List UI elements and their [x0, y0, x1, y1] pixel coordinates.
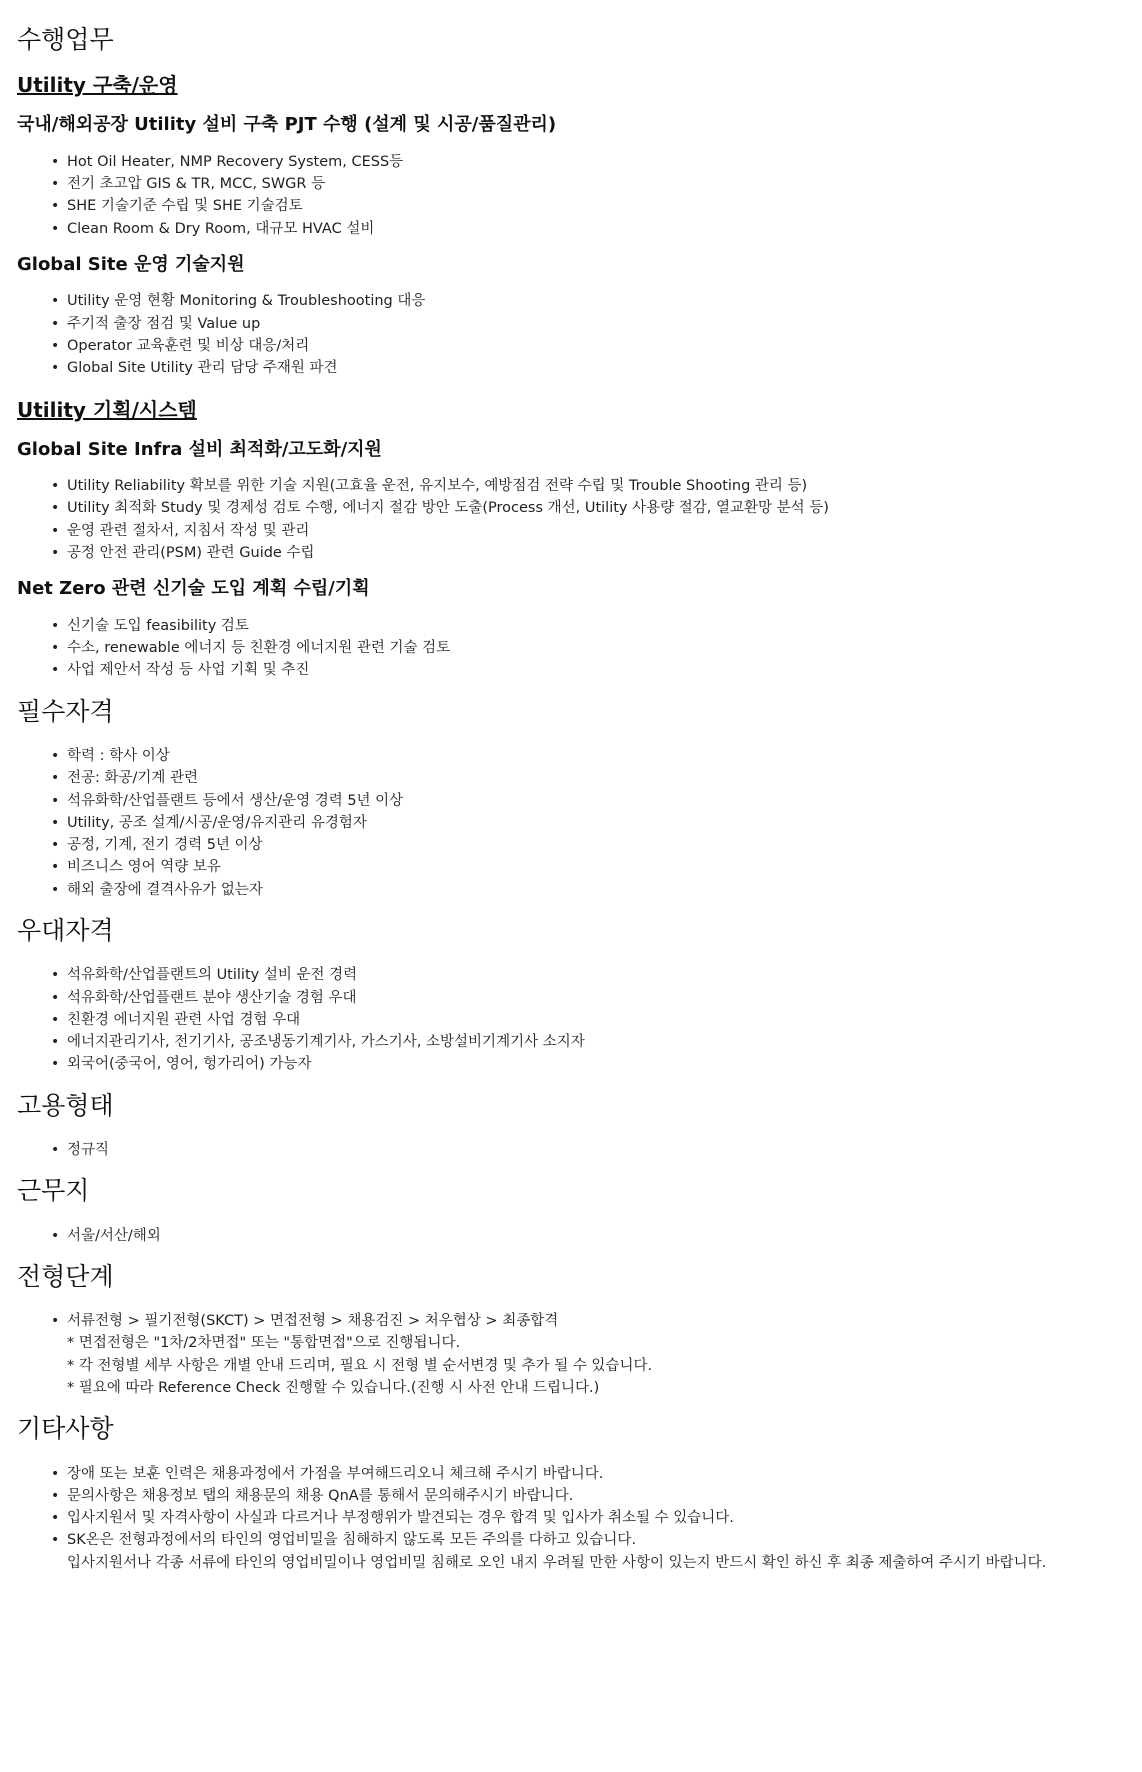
process-note: * 면접전형은 "1차/2차면접" 또는 "통합면접"으로 진행됩니다. — [67, 1335, 461, 1352]
list-item: • Utility Reliability 확보를 위한 기술 지원(고효율 운전, 유지보수, 예방점검 전략 수립 및 Trouble Shooting 관리 등) — [67, 475, 1125, 497]
list-item: • 석유화학/산업플랜트 등에서 생산/운영 경력 5년 이상 — [67, 790, 1125, 812]
list-item: • 서울/서산/해외 — [67, 1225, 1125, 1247]
bullet-icon: • — [51, 1056, 60, 1073]
list-item — [51, 1310, 1125, 1399]
list-item: • 정규직 — [67, 1139, 1125, 1161]
section-location — [17, 1175, 1125, 1247]
bullet-icon: • — [51, 1034, 60, 1051]
bullet-icon: • — [51, 545, 60, 562]
section-etc — [17, 1413, 1125, 1574]
list-item: • 문의사항은 채용정보 탭의 채용문의 채용 QnA를 통해서 문의해주시기 바랍니다. — [67, 1485, 1125, 1507]
bullet-icon: • — [51, 989, 60, 1006]
bullet-icon: • — [51, 967, 60, 984]
bullet-icon: • — [51, 747, 60, 764]
bullet-icon: • — [51, 338, 60, 355]
list-item: • 사업 제안서 작성 등 사업 기획 및 추진 — [67, 659, 1125, 681]
bullet-icon: • — [51, 814, 60, 831]
list-required — [17, 745, 1125, 901]
group-title-infra-optimization: Global Site Infra 설비 최적화/고도화/지원 — [17, 438, 382, 460]
bullet-icon: • — [51, 198, 60, 215]
list-item: • 에너지관리기사, 전기기사, 공조냉동기계기사, 가스기사, 소방설비기계기사 소지자 — [67, 1031, 1125, 1053]
list-item: • SK온은 전형과정에서의 타인의 영업비밀을 침해하지 않도록 모든 주의를 다하고 있습니다. 입사지원서나 각종 서류에 타인의 영업비밀이나 영업비밀 침해로 오인 내지 우려될 만한 사항이 있는지 반드시 확인 하신 후 최종 제출하여 주시기 바랍니다. — [67, 1529, 1125, 1574]
section-title-location: 근무지 — [17, 1176, 90, 1206]
list-item: • 장애 또는 보훈 인력은 채용과정에서 가점을 부여해드리오니 체크해 주시기 바랍니다. — [67, 1463, 1125, 1485]
bullet-icon: • — [51, 770, 60, 787]
list-item: • Operator 교육훈련 및 비상 대응/처리 — [67, 335, 1125, 357]
section-title-duties: 수행업무 — [17, 25, 114, 54]
list-process — [17, 1310, 1125, 1399]
bullet-icon: • — [51, 293, 60, 310]
list-item: • Global Site Utility 관리 담당 주재원 파견 — [67, 357, 1125, 379]
list-item: • 전기 초고압 GIS & TR, MCC, SWGR 등 — [67, 173, 1125, 195]
list-item: • 석유화학/산업플랜트 분야 생산기술 경험 우대 — [67, 987, 1125, 1009]
etc-note: 입사지원서나 각종 서류에 타인의 영업비밀이나 영업비밀 침해로 오인 내지 우려될 만한 사항이 있는지 반드시 확인 하신 후 최종 제출하여 주시기 바랍니다. — [67, 1554, 1047, 1571]
list-item: • 해외 출장에 결격사유가 없는자 — [67, 879, 1125, 901]
section-title-process: 전형단계 — [17, 1261, 114, 1291]
bullet-icon: • — [51, 500, 60, 517]
bullet-icon: • — [51, 859, 60, 876]
list-item: • SHE 기술기준 수립 및 SHE 기술검토 — [67, 195, 1125, 217]
section-preferred — [17, 915, 1125, 1076]
list-item: • 외국어(중국어, 영어, 헝가리어) 가능자 — [67, 1053, 1125, 1075]
bullet-icon: • — [51, 1011, 60, 1028]
subsection-title-utility-planning: Utility 기획/시스템 — [17, 397, 197, 422]
bullet-icon: • — [51, 792, 60, 809]
list-net-zero — [17, 615, 1125, 682]
list-item: • 주기적 출장 점검 및 Value up — [67, 313, 1125, 335]
group-title-net-zero: Net Zero 관련 신기술 도입 계획 수립/기획 — [17, 578, 370, 600]
bullet-icon: • — [51, 1227, 60, 1244]
group-title-global-site-support: Global Site 운영 기술지원 — [17, 253, 245, 275]
list-item: • 운영 관련 절차서, 지침서 작성 및 관리 — [67, 520, 1125, 542]
bullet-icon: • — [51, 1313, 60, 1330]
group-title-utility-project: 국내/해외공장 Utility 설비 구축 PJT 수행 (설계 및 시공/품질관리) — [17, 114, 557, 136]
bullet-icon: • — [51, 617, 60, 634]
bullet-icon: • — [51, 478, 60, 495]
bullet-icon: • — [51, 1532, 60, 1549]
bullet-icon: • — [51, 1510, 60, 1527]
section-title-etc: 기타사항 — [17, 1414, 114, 1444]
section-required — [17, 696, 1125, 901]
list-etc — [17, 1463, 1125, 1574]
bullet-icon: • — [51, 662, 60, 679]
bullet-icon: • — [51, 837, 60, 854]
list-employment — [17, 1139, 1125, 1161]
section-title-required: 필수자격 — [17, 696, 114, 726]
list-item: • Hot Oil Heater, NMP Recovery System, CESS등 — [67, 151, 1125, 173]
bullet-icon: • — [51, 1487, 60, 1504]
list-item: • Utility 운영 현황 Monitoring & Troubleshooting 대응 — [67, 290, 1125, 312]
bullet-icon: • — [51, 640, 60, 657]
section-process — [17, 1261, 1125, 1399]
bullet-icon: • — [51, 315, 60, 332]
subsection-title-utility-build: Utility 구축/운영 — [17, 73, 178, 98]
bullet-icon: • — [51, 360, 60, 377]
bullet-icon: • — [51, 522, 60, 539]
bullet-icon: • — [51, 176, 60, 193]
bullet-icon: • — [51, 881, 60, 898]
list-item: • 비즈니스 영어 역량 보유 — [67, 856, 1125, 878]
list-item: • 공정, 기계, 전기 경력 5년 이상 — [67, 834, 1125, 856]
list-item: • 석유화학/산업플랜트의 Utility 설비 운전 경력 — [67, 964, 1125, 986]
list-item: • Utility 최적화 Study 및 경제성 검토 수행, 에너지 절감 방안 도출(Process 개선, Utility 사용량 절감, 열교환망 분석 등) — [67, 497, 1125, 519]
section-duties — [17, 24, 1125, 682]
section-title-preferred: 우대자격 — [17, 916, 114, 946]
bullet-icon: • — [51, 153, 60, 170]
list-infra-optimization — [17, 475, 1125, 564]
bullet-icon: • — [51, 220, 60, 237]
section-employment — [17, 1090, 1125, 1162]
process-steps: 서류전형 > 필기전형(SKCT) > 면접전형 > 채용검진 > 처우협상 > 최종합격 — [67, 1313, 559, 1330]
list-item: • 전공: 화공/기계 관련 — [67, 767, 1125, 789]
list-item: • 친환경 에너지원 관련 사업 경험 우대 — [67, 1009, 1125, 1031]
list-location — [17, 1225, 1125, 1247]
list-utility-project — [17, 151, 1125, 240]
bullet-icon: • — [51, 1465, 60, 1482]
bullet-icon: • — [51, 1142, 60, 1159]
list-item: • 신기술 도입 feasibility 검토 — [67, 615, 1125, 637]
list-item: • Clean Room & Dry Room, 대규모 HVAC 설비 — [67, 218, 1125, 240]
list-item: • 수소, renewable 에너지 등 친환경 에너지원 관련 기술 검토 — [67, 637, 1125, 659]
list-item: • Utility, 공조 설계/시공/운영/유지관리 유경험자 — [67, 812, 1125, 834]
list-item: • 입사지원서 및 자격사항이 사실과 다르거나 부정행위가 발견되는 경우 합격 및 입사가 취소될 수 있습니다. — [67, 1507, 1125, 1529]
list-item: • 학력 : 학사 이상 — [67, 745, 1125, 767]
section-title-employment: 고용형태 — [17, 1090, 114, 1120]
list-global-site-support — [17, 290, 1125, 379]
list-item: • 공정 안전 관리(PSM) 관련 Guide 수립 — [67, 542, 1125, 564]
list-preferred — [17, 964, 1125, 1075]
process-note: * 필요에 따라 Reference Check 진행할 수 있습니다.(진행 시 사전 안내 드립니다.) — [67, 1380, 600, 1396]
process-note: * 각 전형별 세부 사항은 개별 안내 드리며, 필요 시 전형 별 순서변경 및 추가 될 수 있습니다. — [67, 1357, 653, 1374]
